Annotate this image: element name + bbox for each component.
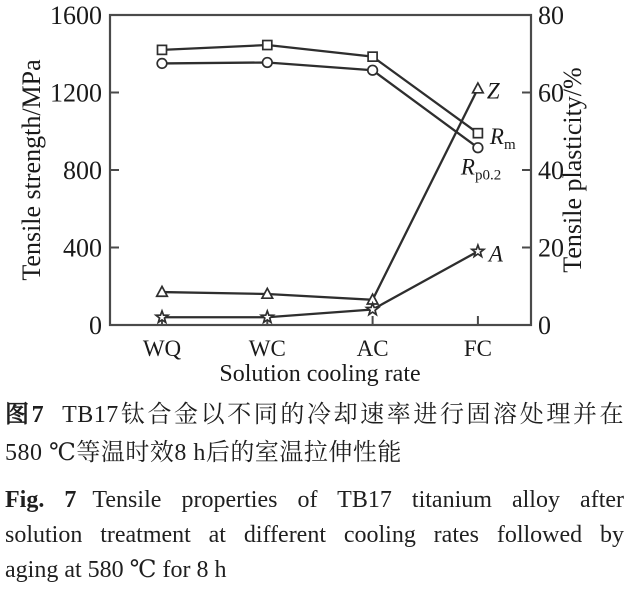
marker-Rp0.2-WQ [157,59,167,69]
series-label-Rp0.2: $R_{p0.2}$ [460,154,502,184]
marker-A-WC [261,311,273,322]
caption-cn-line1-text: TB17钛合金以不同的冷却速率进行固溶处理并在 [62,402,624,428]
x-axis-category-label: WC [248,336,286,361]
x-axis-title: Solution cooling rate [219,361,421,387]
caption-en-line1 [5,483,624,518]
caption-en-figure-number: Fig. 7 [5,487,77,513]
series-line-Rp0.2 [162,62,478,147]
marker-Z-FC [473,83,484,93]
marker-Rp0.2-FC [473,143,483,153]
left-axis-title: Tensile strength/MPa [17,59,46,281]
series-line-Rm [162,45,478,133]
series-label-Z: Z [486,78,500,104]
left-axis-tick-label: 1600 [50,1,102,30]
right-axis-tick-label: 80 [538,1,564,30]
marker-Rm-WQ [158,45,167,54]
marker-Rm-WC [263,41,272,50]
left-axis-tick-label: 400 [63,233,102,263]
caption-cn-line1 [5,396,624,434]
x-axis-category-label: AC [356,336,389,361]
right-axis-tick-label: 20 [538,233,564,263]
right-axis-tick-label: 60 [538,78,564,108]
caption-en-line1-text: Tensile properties of TB17 titanium alloy after [92,487,625,513]
series-line-A [162,251,478,317]
x-axis-category-label: FC [463,336,492,361]
right-axis-title: Tensile plasticity/% [558,67,587,273]
series-label-Rm: $R_m$ [489,124,516,154]
caption-cn-line2: 580 ℃等温时效8 h后的室温拉伸性能 [5,440,402,466]
right-axis-tick-label: 40 [538,156,564,185]
caption-en-line3: aging at 580 ℃ for 8 h [5,557,227,583]
left-axis-tick-label: 1200 [50,78,102,108]
series-line-Z [162,89,478,300]
marker-A-WQ [156,311,168,322]
series-label-A: A [488,241,503,267]
marker-Rp0.2-WC [263,58,273,68]
marker-Rm-FC [473,129,482,138]
marker-A-AC [367,303,379,314]
caption-en-line2: solution treatment at different cooling rates followed by [5,522,624,548]
figure-captions [0,396,628,588]
marker-Rp0.2-AC [368,65,378,75]
right-axis-tick-label: 0 [538,311,551,340]
caption-cn-figure-number: 图7 [5,402,45,428]
x-axis-category-label: WQ [142,336,182,361]
marker-Rm-AC [368,52,377,61]
left-axis-tick-label: 0 [89,311,102,340]
left-axis-tick-label: 800 [63,156,102,185]
